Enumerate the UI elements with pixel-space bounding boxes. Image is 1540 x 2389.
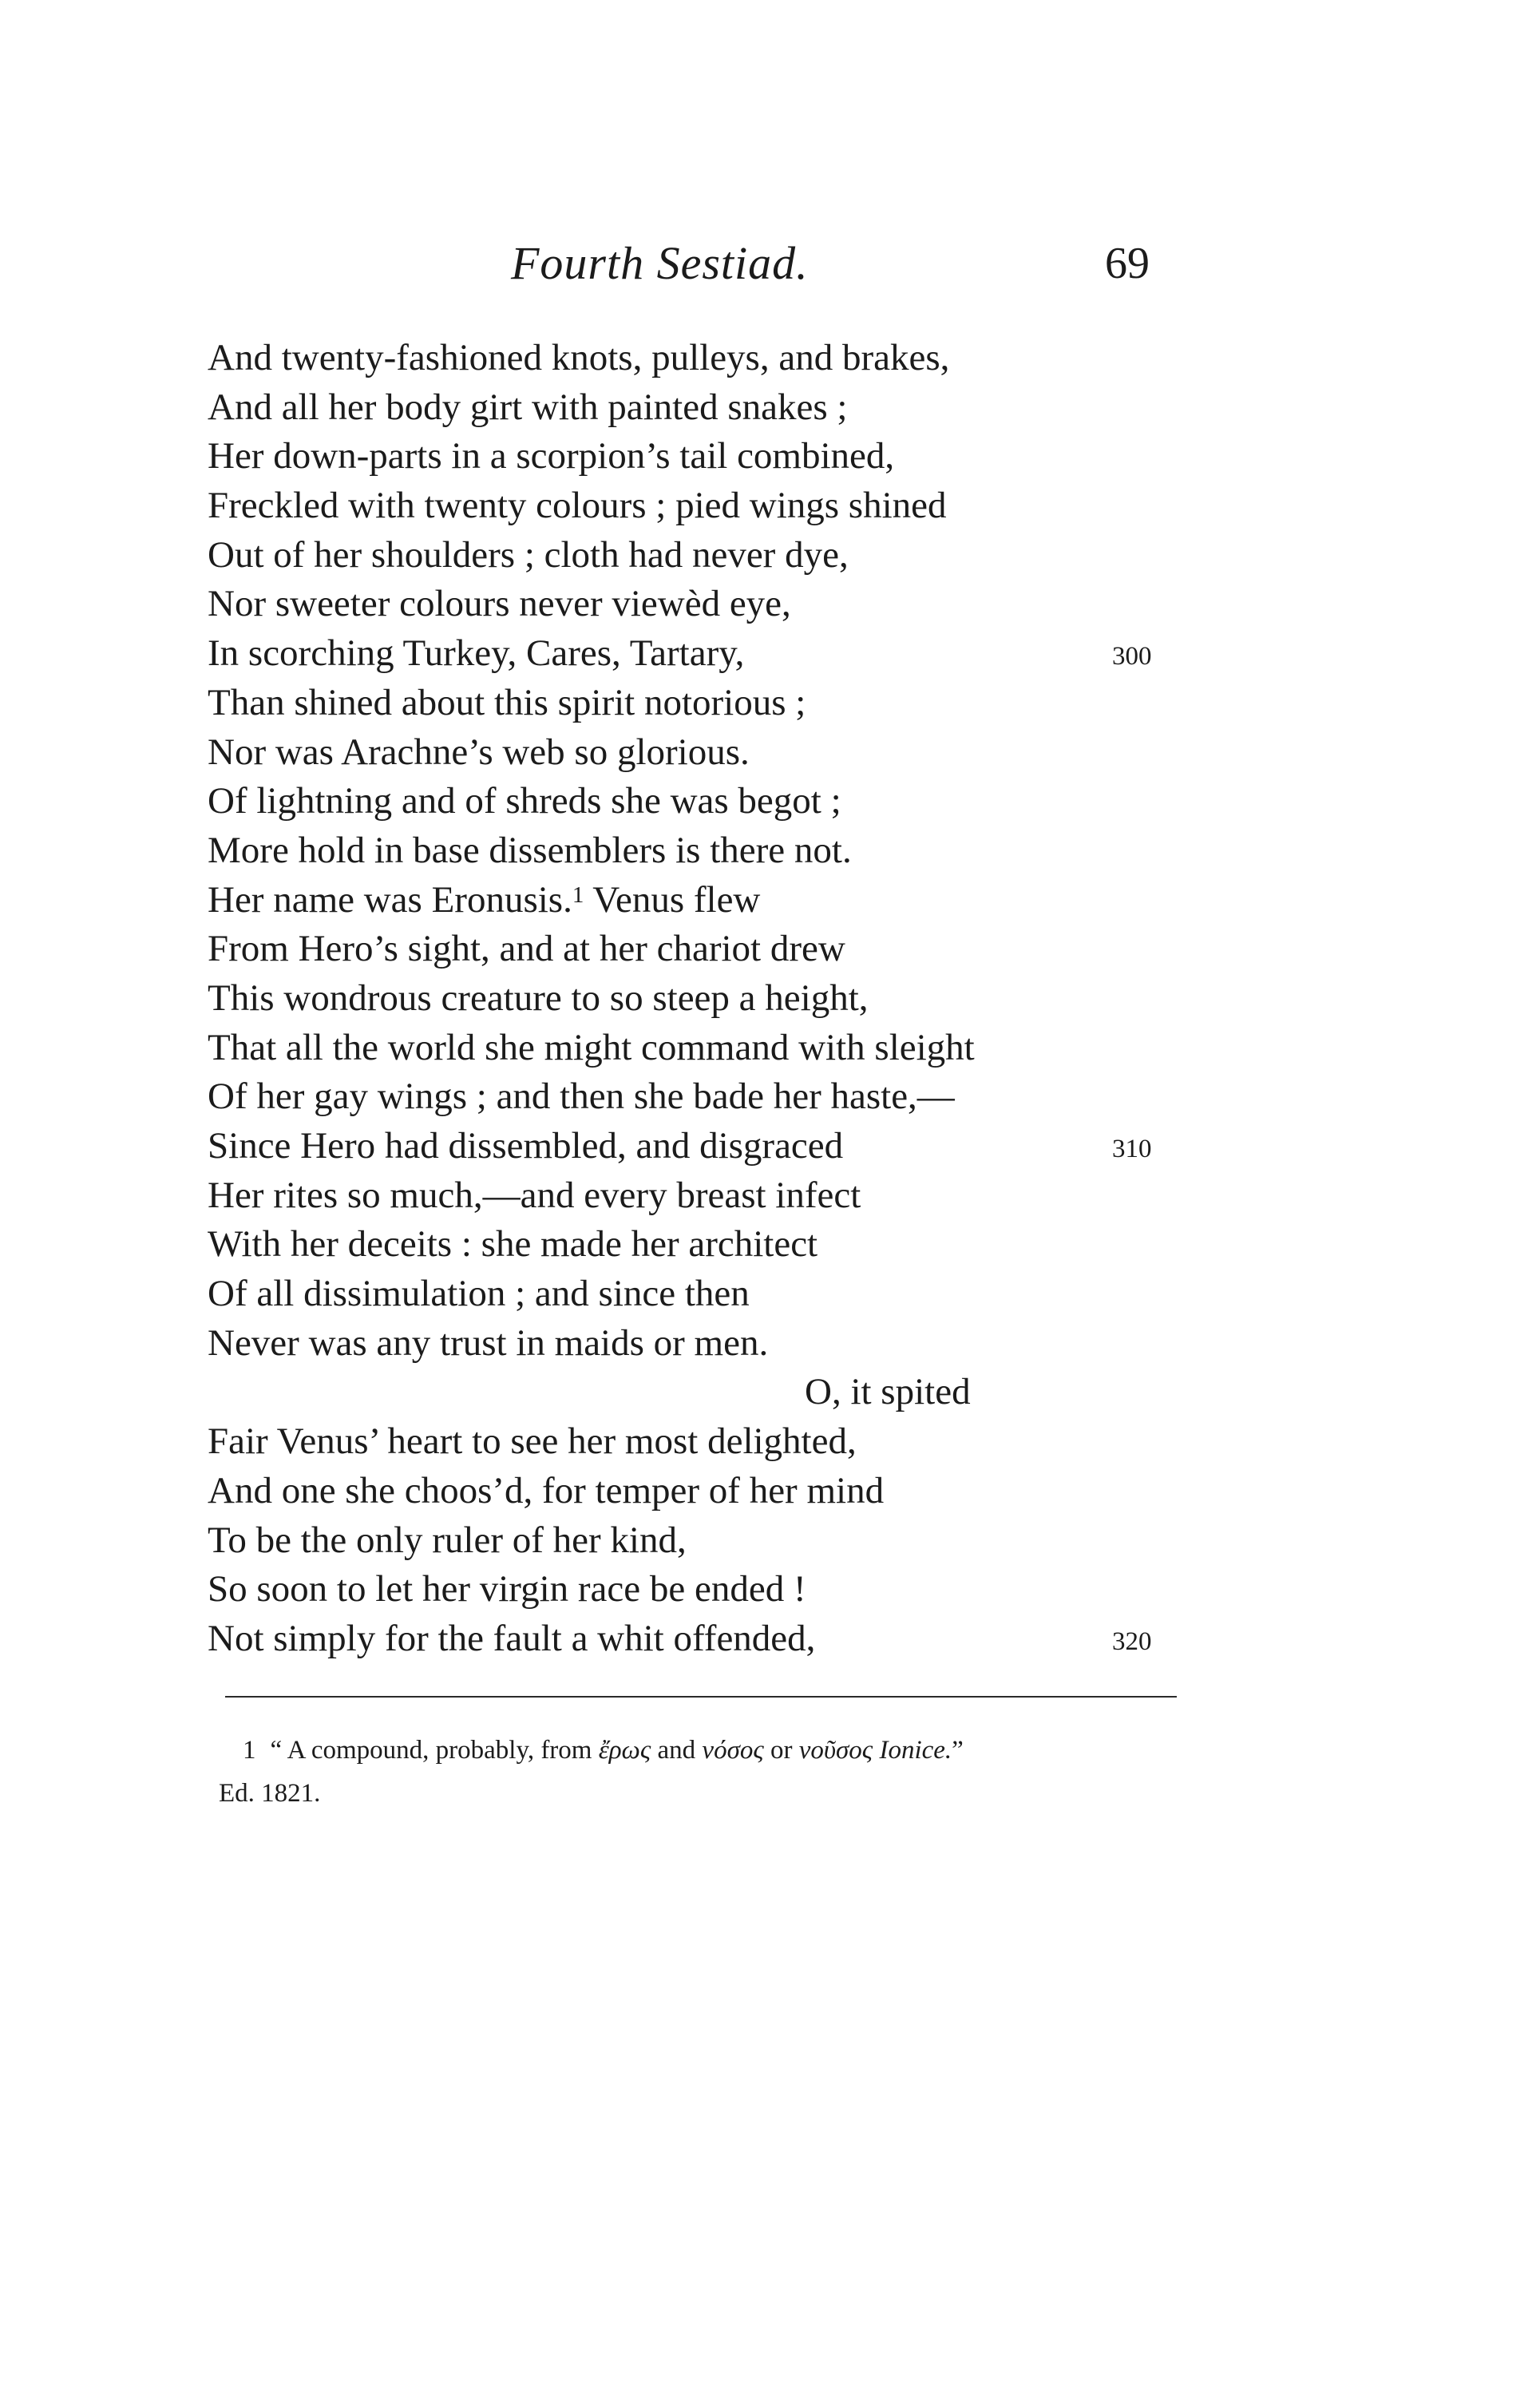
verse-line-text: More hold in base dissemblers is there not. [208, 829, 852, 871]
verse-line-text: From Hero’s sight, and at her chariot drew [208, 928, 845, 970]
verse-line [208, 629, 1341, 679]
verse-line [208, 974, 1341, 1024]
verse-line-text: In scorching Turkey, Cares, Tartary, [208, 632, 745, 675]
footnote-greek-word: νοῦσος [798, 1736, 873, 1765]
verse-line-text: That all the world she might command with sleight [208, 1026, 975, 1068]
verse-line-text: Of her gay wings ; and then she bade her haste,— [208, 1076, 955, 1118]
verse-line [208, 1024, 1341, 1073]
footnote-latin-word: Ionice. [879, 1736, 952, 1765]
verse-line [208, 1122, 1341, 1171]
footnote-greek-word: νόσος [702, 1736, 764, 1765]
page-number: 69 [1105, 239, 1150, 288]
verse-line-text: Nor sweeter colours never viewèd eye, [208, 583, 791, 625]
verse-line [208, 1417, 1341, 1467]
verse-line [208, 679, 1341, 728]
verse-line-text: Not simply for the fault a whit offended, [208, 1617, 816, 1659]
verse-line [208, 481, 1341, 531]
footnote-text: ” [952, 1736, 964, 1765]
verse-block [208, 334, 1341, 1664]
running-head [0, 236, 1540, 300]
footnote-greek-word: ἔρως [598, 1736, 651, 1765]
footnote-text: and [651, 1736, 703, 1765]
verse-line-text: Fair Venus’ heart to see her most delighted, [208, 1420, 857, 1463]
verse-line [208, 1270, 1341, 1319]
verse-line [208, 876, 1341, 925]
verse-line [208, 531, 1341, 580]
verse-line-text: So soon to let her virgin race be ended ! [208, 1568, 806, 1610]
verse-line-text: Her rites so much,—and every breast infect [208, 1174, 861, 1216]
verse-line [208, 1319, 1341, 1369]
verse-line-text: This wondrous creature to so steep a height, [208, 977, 869, 1019]
verse-line [208, 826, 1341, 876]
verse-line-text: Than shined about this spirit notorious ; [208, 681, 806, 723]
verse-line-text-part: Her name was Eronusis. [208, 878, 572, 921]
verse-line-text: Since Hero had dissembled, and disgraced [208, 1125, 844, 1167]
verse-line [208, 1467, 1341, 1516]
verse-line [208, 728, 1341, 778]
verse-line-text: Out of her shoulders ; cloth had never dye, [208, 533, 849, 576]
verse-line-text: Of all dissimulation ; and since then [208, 1273, 750, 1315]
verse-line [208, 580, 1341, 629]
footnote-divider [225, 1696, 1177, 1698]
verse-line-text: Of lightning and of shreds she was begot ; [208, 780, 841, 822]
line-number: 300 [1112, 642, 1152, 672]
footnote-line [219, 1729, 1201, 1772]
verse-line [208, 1220, 1341, 1270]
line-number: 310 [1112, 1135, 1152, 1163]
footnote-line [219, 1772, 1201, 1815]
footnote-text: “ A compound, probably, from [270, 1736, 599, 1765]
verse-line [208, 383, 1341, 433]
verse-line [208, 1614, 1341, 1664]
verse-line [208, 334, 1341, 383]
verse-line-text [208, 876, 760, 925]
verse-line-text: And all her body girt with painted snakes ; [208, 386, 848, 428]
footnote-mark: 1 [243, 1736, 256, 1765]
footnote-edition: Ed. 1821. [219, 1779, 321, 1808]
verse-line [208, 1171, 1341, 1221]
footnote-text: or [763, 1736, 799, 1765]
verse-line-text: Never was any trust in maids or men. [208, 1321, 769, 1364]
verse-line-text: O, it spited [805, 1371, 971, 1413]
verse-line-text: To be the only ruler of her kind, [208, 1519, 687, 1561]
verse-line-text: Her down-parts in a scorpion’s tail combined, [208, 435, 895, 477]
verse-line [208, 777, 1341, 826]
verse-line-text-part: Venus flew [584, 878, 761, 921]
running-title: Fourth Sestiad. [511, 237, 809, 289]
verse-line [208, 1368, 1341, 1417]
footnote-reference[interactable]: 1 [572, 882, 584, 908]
line-number: 320 [1112, 1626, 1152, 1656]
footnote [219, 1729, 1201, 1815]
verse-line-text: And twenty-fashioned knots, pulleys, and brakes, [208, 337, 950, 378]
verse-line-text: Freckled with twenty colours ; pied wings shined [208, 485, 947, 527]
verse-line [208, 925, 1341, 974]
verse-line-text: Nor was Arachne’s web so glorious. [208, 731, 750, 773]
verse-line [208, 1565, 1341, 1614]
verse-line [208, 1516, 1341, 1566]
verse-line-text: And one she choos’d, for temper of her mind [208, 1469, 885, 1511]
verse-line [208, 432, 1341, 481]
verse-line [208, 1072, 1341, 1122]
verse-line-text: With her deceits : she made her architect [208, 1223, 818, 1266]
